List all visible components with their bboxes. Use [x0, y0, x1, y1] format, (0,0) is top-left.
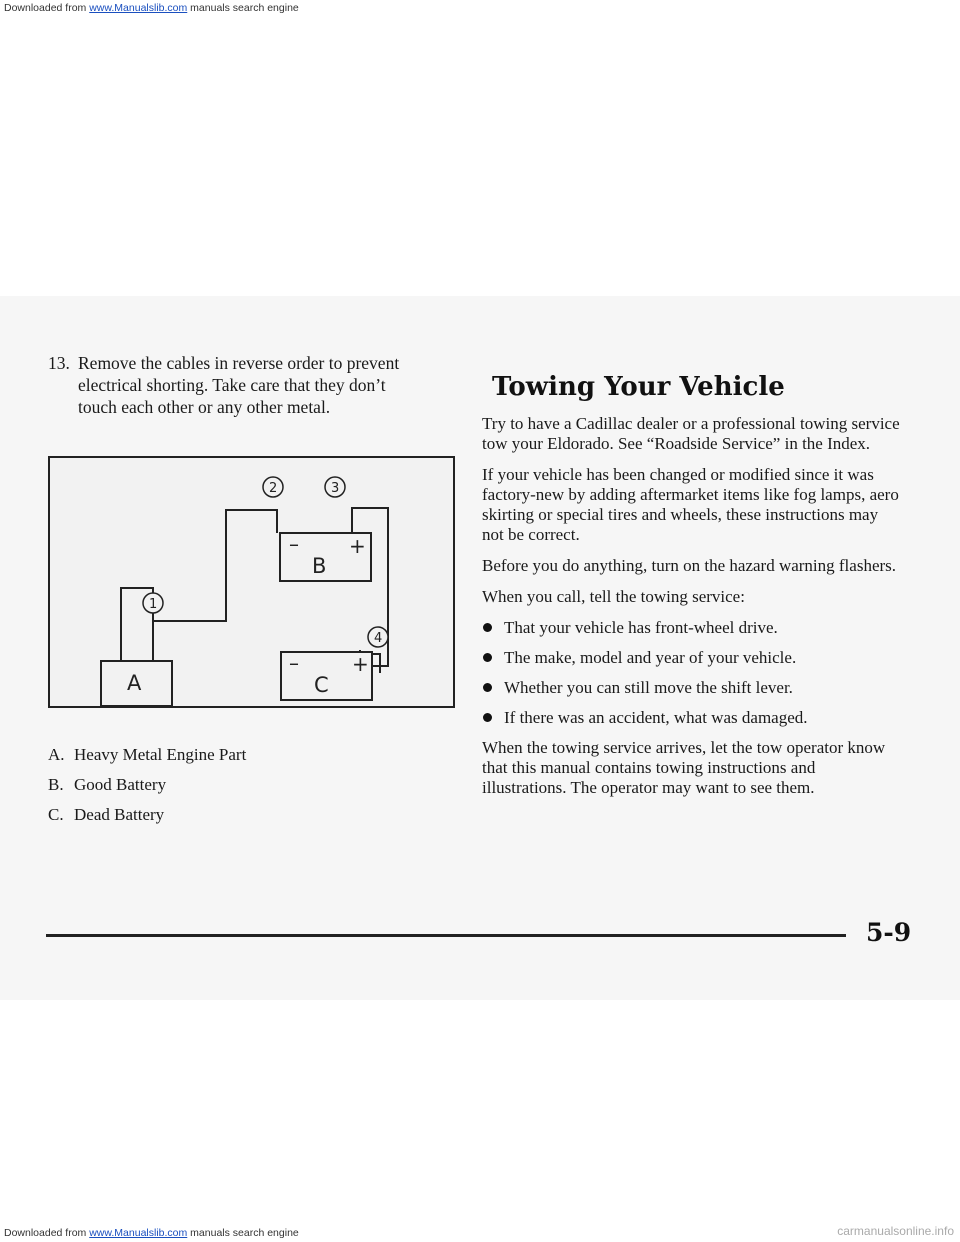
- list-item-text: If there was an accident, what was damaged.: [504, 708, 808, 727]
- jump-start-diagram: [48, 456, 455, 708]
- legend-text: Heavy Metal Engine Part: [74, 745, 247, 764]
- callout-3: [325, 477, 345, 497]
- manualslib-link[interactable]: www.Manualslib.com: [89, 2, 188, 14]
- block-a-label: A: [127, 671, 142, 695]
- footer-suffix: manuals search engine: [187, 1227, 299, 1239]
- callout-4-number: 4: [374, 631, 383, 646]
- legend-item-b: [48, 774, 246, 796]
- list-item-text: The make, model and year of your vehicle.: [504, 648, 797, 667]
- paragraph-hazard: Before you do anything, turn on the hazard warning flashers.: [482, 556, 897, 575]
- header-suffix: manuals search engine: [187, 2, 299, 14]
- paragraph-operator: When the towing service arrives, let the tow operator know that this manual contains towing instructions and illustrations. The operator may want to see them.: [482, 738, 886, 797]
- manualslib-footer-link[interactable]: www.Manualslib.com: [89, 1227, 188, 1239]
- paragraph-modified: If your vehicle has been changed or modified since it was factory-new by adding aftermarket items like fog lamps, aero skirting or special tires and wheels, these instructions may not be correct.: [482, 465, 899, 544]
- footer-prefix: Downloaded from: [4, 1227, 90, 1239]
- step-text: Remove the cables in reverse order to prevent electrical shorting. Take care that they don’t touch each other or any other metal.: [78, 353, 400, 417]
- legend-item-a: [48, 744, 246, 766]
- bullet-icon: [483, 713, 492, 722]
- download-source-footer: [4, 1227, 299, 1239]
- bullet-icon: [483, 623, 492, 632]
- block-c-label: C: [314, 673, 329, 697]
- diagram-legend: [48, 744, 246, 834]
- callout-2-number: 2: [269, 481, 278, 496]
- legend-letter: B.: [48, 775, 64, 794]
- list-item-text: Whether you can still move the shift lever.: [504, 678, 793, 697]
- page-number: 5-9: [866, 918, 912, 947]
- footer-rule: [46, 934, 846, 937]
- legend-letter: A.: [48, 745, 65, 764]
- callout-1-number: 1: [149, 597, 158, 612]
- towing-section: [482, 372, 902, 809]
- callout-3-number: 3: [331, 481, 340, 496]
- towing-checklist: [482, 618, 902, 728]
- list-item-text: That your vehicle has front-wheel drive.: [504, 618, 778, 637]
- paragraph-dealer: Try to have a Cadillac dealer or a professional towing service tow your Eldorado. See “Roadside Service” in the Index.: [482, 414, 900, 453]
- battery-b-minus: –: [289, 532, 299, 556]
- header-prefix: Downloaded from: [4, 2, 90, 14]
- legend-letter: C.: [48, 805, 64, 824]
- paragraph-call: When you call, tell the towing service:: [482, 587, 745, 606]
- callout-2: [263, 477, 283, 497]
- legend-item-c: [48, 804, 246, 826]
- download-source-header: [4, 2, 299, 14]
- legend-text: Good Battery: [74, 775, 167, 794]
- battery-c-minus: –: [289, 651, 299, 675]
- list-item: [482, 678, 902, 698]
- legend-text: Dead Battery: [74, 805, 165, 824]
- bullet-icon: [483, 683, 492, 692]
- callout-4: [368, 627, 388, 647]
- bullet-icon: [483, 653, 492, 662]
- battery-b-plus: +: [349, 534, 366, 558]
- list-item: [482, 648, 902, 668]
- callout-1: [143, 593, 163, 613]
- watermark-text: carmanualsonline.info: [837, 1224, 954, 1238]
- battery-c-plus: +: [352, 652, 369, 676]
- list-item: [482, 708, 902, 728]
- section-heading: Towing Your Vehicle: [492, 372, 785, 402]
- step-number: 13.: [48, 353, 70, 373]
- list-item: [482, 618, 902, 638]
- step-13: [48, 352, 428, 418]
- block-b-label: B: [312, 554, 327, 578]
